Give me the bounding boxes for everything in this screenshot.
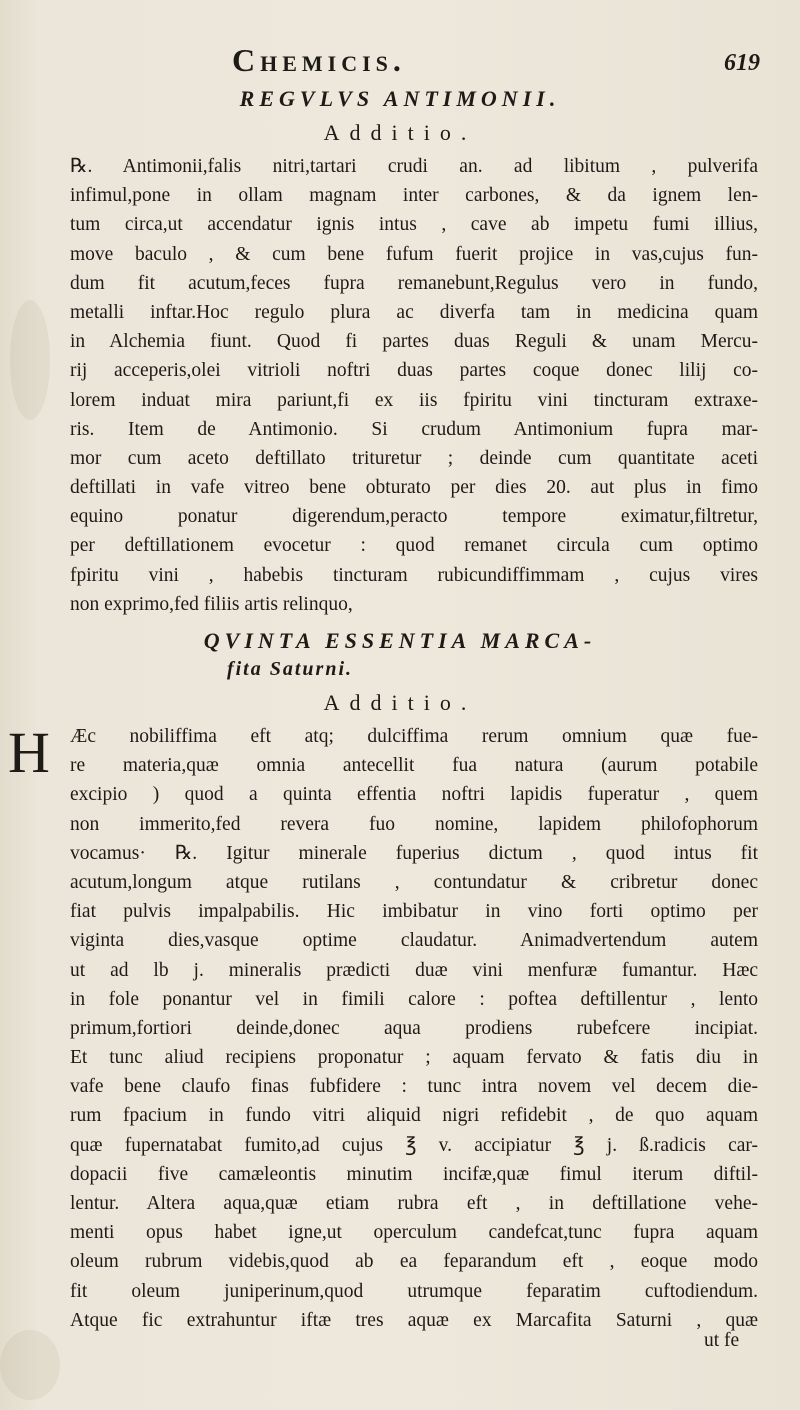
text-line: vocamus· ℞. Igitur minerale fuperius dictum , quod intus fit [70, 842, 758, 864]
text-line: viginta dies,vasque optime claudatur. Animadvertendum autem [70, 930, 758, 952]
text-line: infimul,pone in ollam magnam inter carbones, & da ignem len- [70, 185, 758, 207]
section-1-body [70, 152, 758, 619]
text-line: quæ fupernatabat fumito,ad cujus ℥ v. accipiatur ℥ j. ß.radicis car- [70, 1134, 758, 1156]
text-line: dopacii five camæleontis minutim incifæ,quæ fimul iterum diftil- [70, 1163, 758, 1185]
text-line: mor cum aceto deftillato trituretur ; deinde cum quantitate aceti [70, 447, 758, 469]
text-line: in Alchemia fiunt. Quod fi partes duas Reguli & unam Mercu- [70, 331, 758, 353]
text-line: deftillati in vafe vitreo bene obturato per dies 20. aut plus in fimo [70, 477, 758, 499]
drop-capital: H [8, 720, 50, 785]
text-line: non immerito,fed revera fuo nomine, lapidem philofophorum [70, 813, 758, 835]
text-line: fiat pulvis impalpabilis. Hic imbibatur in vino forti optimo per [70, 901, 758, 923]
page-stain [10, 300, 50, 420]
text-line: fit oleum juniperinum,quod utrumque feparatim cuftodiendum. [70, 1280, 758, 1302]
running-title: Chemicis. [232, 42, 406, 78]
section-title-continued: fita Saturni. [226, 658, 354, 680]
text-line: re materia,quæ omnia antecellit fua natura (aurum potabile [70, 755, 758, 777]
text-line: Et tunc aliud recipiens proponatur ; aquam fervato & fatis diu in [70, 1047, 758, 1069]
text-line: Æc nobiliffima eft atq; dulciffima rerum omnium quæ fue- [70, 726, 758, 747]
text-line: vafe bene claufo finas fubfidere : tunc intra novem vel decem die- [70, 1076, 758, 1098]
text-line: Atque fic extrahuntur iftæ tres aquæ ex Marcafita Saturni , quæ [70, 1309, 758, 1331]
section-title: QVINTA ESSENTIA MARCA- [203, 628, 597, 653]
section-title: REGVLVS ANTIMONII. [239, 86, 561, 111]
text-line: equino ponatur digerendum,peracto tempore eximatur,filtretur, [70, 506, 758, 528]
text-line: rum fpacium in fundo vitri aliquid nigri refidebit , de quo aquam [70, 1105, 758, 1127]
text-line: move baculo , & cum bene fufum fuerit projice in vas,cujus fun- [70, 243, 758, 265]
text-line: excipio ) quod a quinta effentia noftri lapidis fuperatur , quem [70, 784, 758, 806]
text-line: ris. Item de Antimonio. Si crudum Antimonium fupra mar- [70, 418, 758, 440]
text-line: menti opus habet igne,ut operculum candefcat,tunc fupra aquam [70, 1222, 758, 1244]
text-line: tum circa,ut accendatur ignis intus , cave ab impetu fumi illius, [70, 214, 758, 236]
text-line: rij acceperis,olei vitrioli noftri duas partes coque donec lilij co- [70, 360, 758, 382]
text-line: ℞. Antimonii,falis nitri,tartari crudi an. ad libitum , pulverifa [70, 156, 758, 177]
text-line: lentur. Altera aqua,quæ etiam rubra eft , in deftillatione vehe- [70, 1193, 758, 1214]
text-line: non exprimo,fed filiis artis relinquo, [70, 593, 353, 615]
running-head [0, 42, 800, 82]
section-subtitle: Additio. [323, 120, 477, 145]
text-line: ut ad lb j. mineralis prædicti duæ vini menfuræ fumantur. Hæc [70, 959, 758, 981]
page-number: 619 [724, 50, 760, 76]
text-line: acutum,longum atque rutilans , contundatur & cribretur donec [70, 871, 758, 893]
text-line: in fole ponantur vel in fimili calore : poftea deftillentur , lento [70, 988, 758, 1010]
text-line: fpiritu vini , habebis tincturam rubicundiffimmam , cujus vires [70, 564, 758, 586]
catchword: ut fe [704, 1330, 740, 1351]
section-subtitle: Additio. [323, 690, 477, 715]
text-line: oleum rubrum videbis,quod ab ea feparandum eft , eoque modo [70, 1251, 758, 1273]
text-line: per deftillationem evocetur : quod remanet circula cum optimo [70, 535, 758, 557]
text-line: lorem induat mira pariunt,fi ex iis fpiritu vini tincturam extraxe- [70, 389, 758, 411]
text-line: primum,fortiori deinde,donec aqua prodiens rubefcere incipiat. [70, 1017, 758, 1039]
page-stain [0, 1330, 60, 1400]
text-line: dum fit acutum,feces fupra remanebunt,Regulus vero in fundo, [70, 272, 758, 294]
section-2-body [8, 720, 758, 1335]
text-line: metalli inftar.Hoc regulo plura ac diverfa tam in medicina quam [70, 301, 758, 323]
